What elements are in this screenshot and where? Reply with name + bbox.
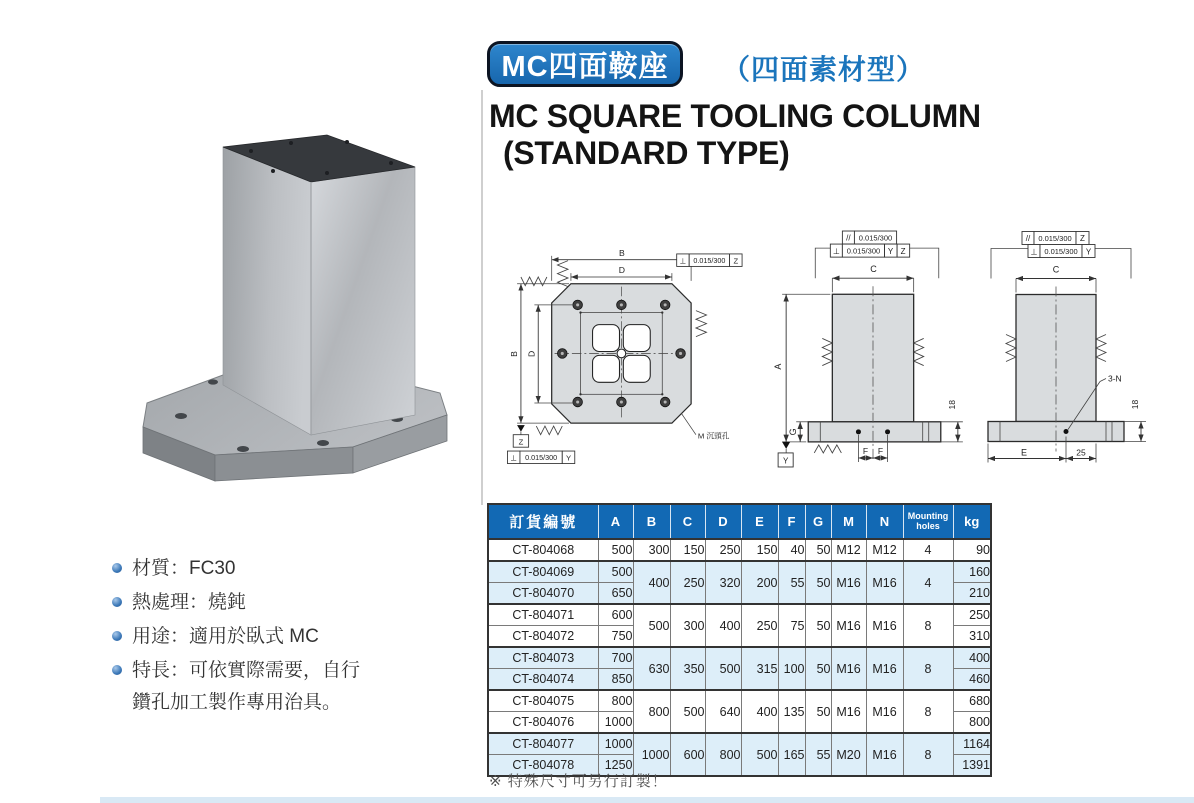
column-header: kg [953,504,991,539]
footnote: ※ 特殊尺寸可另行訂製！ [489,773,668,790]
dimension-label: D [618,265,626,276]
spec-list [112,556,477,715]
bullet-icon [112,563,122,573]
hole-label: 3-N [1108,373,1122,384]
spec-text-continued: 鑽孔加工製作專用治具。 [132,692,342,713]
gdt-datum: Y [1085,247,1092,257]
table-row: CT-804074 850 460 [488,669,991,691]
gdt-tolerance: 0.015/300 [858,233,893,243]
dimension-label: 25 [1076,447,1086,458]
table-row: CT-804077 1000 1000 600 800 500 165 55 M20 M16 8 1164 [488,733,991,755]
table-header-row [488,504,991,539]
dimension-label: 18 [946,399,957,410]
order-number: CT-804076 [488,712,598,734]
order-number: CT-804077 [488,733,598,755]
column-header: B [633,504,670,539]
dimension-label: C [870,264,877,275]
order-number: CT-804069 [488,561,598,583]
gdt-symbol: // [846,233,851,243]
column-header: D [705,504,741,539]
datum-triangle-icon [517,425,525,432]
table-row: CT-804068 500 300 150 250 150 40 50 M12 M12 4 90 [488,539,991,561]
column-header: M [831,504,866,539]
gdt-tolerance: 0.015/300 [525,453,558,463]
column-body [223,135,415,435]
datum-label: Y [782,456,789,466]
datum-frame [507,425,574,463]
column-header: N [866,504,903,539]
bullet-icon [112,665,122,675]
dimension-label: B [619,247,625,258]
dimension-label: A [773,363,784,370]
gdt-symbol: // [1025,234,1031,243]
list-item [112,556,477,581]
table-row: CT-804071 600 500 300 400 250 75 50 M16 M16 8 250 [488,604,991,626]
gdt-symbol: ⊥ [679,256,687,266]
base-outline [808,422,941,442]
column-header: Mounting holes [903,504,953,539]
page-title-line2: (STANDARD TYPE) [503,135,790,171]
dimension-label: 18 [1130,399,1140,410]
front-view-drawing [770,226,976,472]
gdt-symbol: ⊥ [510,453,518,463]
gdt-datum: Z [900,247,906,257]
gdt-tolerance: 0.015/300 [1038,234,1072,243]
dimension-label: C [1052,264,1060,275]
column-header: 訂貨編號 [488,504,598,539]
column-header: E [741,504,778,539]
order-number: CT-804075 [488,690,598,712]
order-number: CT-804078 [488,755,598,777]
gdt-datum: Y [887,247,894,257]
order-number: CT-804071 [488,604,598,626]
table-row: CT-804078 1250 1391 [488,755,991,777]
column-header: F [778,504,805,539]
dimension-label: F [877,445,884,456]
spec-text: 材質：FC30 [132,558,236,579]
table-row: CT-804069 500 400 250 320 200 55 50 M16 M16 4 160 [488,561,991,583]
table-row: CT-804072 750 310 [488,626,991,648]
dimension-label: E [1020,447,1028,458]
gdt-frame [677,254,742,266]
vertical-divider [481,90,483,505]
order-number: CT-804072 [488,626,598,648]
datum-label: Z [518,437,524,447]
gdt-datum: Z [733,256,739,266]
gdt-tolerance: 0.015/300 [846,246,881,256]
dimension-label: D [526,350,537,358]
dimension-label: B [509,351,520,357]
gdt-datum: Y [565,453,572,463]
series-subtitle: （四面素材型） [722,54,926,85]
column-header: C [670,504,705,539]
table-row: CT-804076 1000 800 [488,712,991,734]
gdt-tolerance: 0.015/300 [1044,247,1078,256]
bullet-icon [112,597,122,607]
gdt-tolerance: 0.015/300 [693,256,726,266]
product-photo [95,85,465,490]
list-item [112,590,477,615]
bottom-accent-band [100,797,1194,803]
page-title-line1: MC SQUARE TOOLING COLUMN [489,98,981,134]
dimension-label: G [788,428,799,436]
spec-table-section [487,503,992,777]
order-number: CT-804070 [488,583,598,605]
dimension-label: F [862,445,869,456]
gdt-frame [830,231,909,257]
table-row: CT-804070 650 210 [488,583,991,605]
column-header: A [598,504,633,539]
column-header: G [805,504,831,539]
series-badge: MC四面鞍座 [487,41,683,87]
list-item [112,624,477,649]
table-row: CT-804073 700 630 350 500 315 100 50 M16 M16 8 400 [488,647,991,669]
spec-text: 特長：可依實際需要，自行 [132,660,361,681]
side-view-drawing [976,226,1188,472]
top-view-drawing [494,230,744,474]
spec-text: 熱處理：燒鈍 [132,592,247,613]
gdt-symbol: ⊥ [1030,247,1038,257]
table-row: CT-804075 800 800 500 640 400 135 50 M16 M16 8 680 [488,690,991,712]
gdt-frame [1022,232,1095,258]
order-number: CT-804074 [488,669,598,691]
order-number: CT-804068 [488,539,598,561]
list-item [112,658,477,683]
bullet-icon [112,631,122,641]
hole-label: M 沉頭孔 [697,431,730,441]
spec-table [487,503,992,777]
page-title [489,98,981,172]
gdt-symbol: ⊥ [832,247,840,257]
gdt-datum: Z [1080,234,1085,243]
spec-text: 用途：適用於臥式 MC [132,626,319,647]
order-number: CT-804073 [488,647,598,669]
datum-triangle-icon [782,442,790,449]
